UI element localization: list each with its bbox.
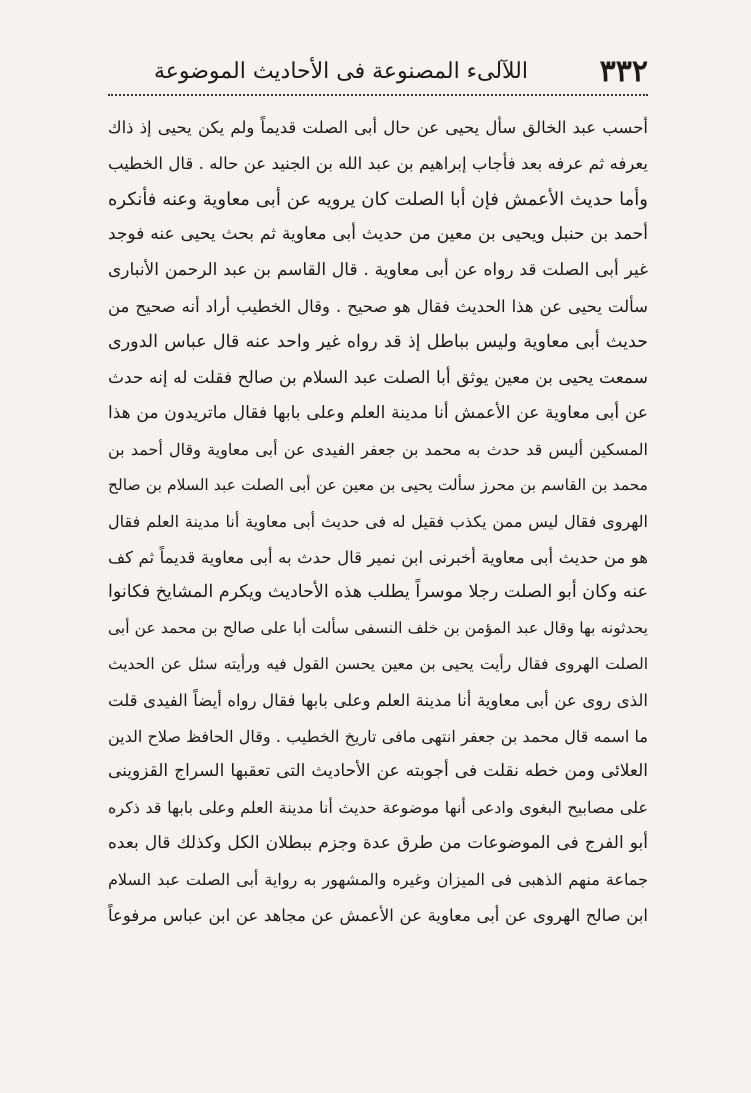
text-line: وأما حديث الأعمش فإن أبا الصلت كان يرويه عن أبى معاوية وعنه فأنكره	[108, 188, 648, 210]
text-line: الذى روى عن أبى معاوية أنا مدينة العلم وعلى بابها فقال رواه أيضاً الفيدى قلت	[108, 690, 648, 710]
text-line: الهروى فقال ليس ممن يكذب فقيل له فى حديث أبى معاوية أنا مدينة العلم فقال	[108, 511, 648, 531]
running-title: اللآلىء المصنوعة فى الأحاديث الموضوعة	[153, 59, 528, 84]
text-line: ما اسمه قال محمد بن جعفر انتهى مافى تاريخ الخطيب . وقال الحافظ صلاح الدين	[108, 726, 648, 746]
page-header	[108, 52, 648, 92]
main-text	[108, 110, 648, 933]
text-line: عن أبى معاوية عن الأعمش أنا مدينة العلم وعلى بابها فقال ماتريدون من هذا	[108, 403, 648, 424]
text-line: أحمد بن حنبل ويحيى بن معين من حديث أبى معاوية ثم بحث يحيى عنه فوجد	[108, 224, 648, 245]
page-number: ٣٣٢	[599, 54, 648, 89]
text-line: عنه وكان أبو الصلت رجلا موسراً يطلب هذه الأحاديث ويكرم المشايخ فكانوا	[108, 582, 648, 603]
text-line: يعرفه ثم عرفه بعد فأجاب إبراهيم بن عبد الله بن الجنيد عن حاله . قال الخطيب	[108, 153, 648, 173]
text-line: الصلت الهروى فقال رأيت يحيى بن معين يحسن القول فيه ورأيته سئل عن الحديث	[108, 654, 648, 673]
text-line: هو من حديث أبى معاوية أخبرنى ابن نمير قال حدث به أبى معاوية قديماً ثم كف	[108, 547, 648, 567]
text-line: على مصابيح البغوى وادعى أنها موضوعة حديث أنا مدينة العلم وعلى بابها قد ذكره	[108, 798, 648, 818]
text-line: جماعة منهم الذهبى فى الميزان وغيره والمشهور به رواية أبى الصلت عبد السلام	[108, 869, 648, 889]
text-line: العلائى ومن خطه نقلت فى أجوبته عن الأحاديث التى تعقبها السراج القزوينى	[108, 761, 648, 782]
text-line: غير أبى الصلت قد رواه عن أبى معاوية . قال القاسم بن عبد الرحمن الأنبارى	[108, 260, 648, 281]
text-line: حديث أبى معاوية وليس بباطل إذ قد رواه غير واحد عنه قال عباس الدورى	[108, 331, 648, 352]
text-line: يحدثونه بها وقال عبد المؤمن بن خلف النسفى سألت أبا على صالح بن محمد عن أبى	[108, 619, 648, 638]
text-line: ابن صالح الهروى عن أبى معاوية عن الأعمش عن مجاهد عن ابن عباس مرفوعاً	[108, 905, 648, 925]
text-line: سألت يحيى عن هذا الحديث فقال هو صحيح . وقال الخطيب أراد أنه صحيح من	[108, 296, 648, 316]
text-line: أبو الفرج فى الموضوعات من طرق عدة وجزم ببطلان الكل وكذلك قال بعده	[108, 832, 648, 853]
header-divider	[108, 94, 648, 96]
text-line: سمعت يحيى بن معين يوثق أبا الصلت عبد السلام بن صالح فقلت له إنه حدث	[108, 367, 648, 388]
text-line: محمد بن القاسم بن محرز سألت يحيى بن معين عن أبى الصلت عبد السلام بن صالح	[108, 475, 648, 494]
text-line: أحسب عبد الخالق سأل يحيى عن حال أبى الصلت قديماً ولم يكن يحيى إذ ذاك	[108, 118, 648, 137]
text-line: المسكين أليس قد حدث به محمد بن جعفر الفيدى عن أبى معاوية وقال أحمد بن	[108, 440, 648, 460]
